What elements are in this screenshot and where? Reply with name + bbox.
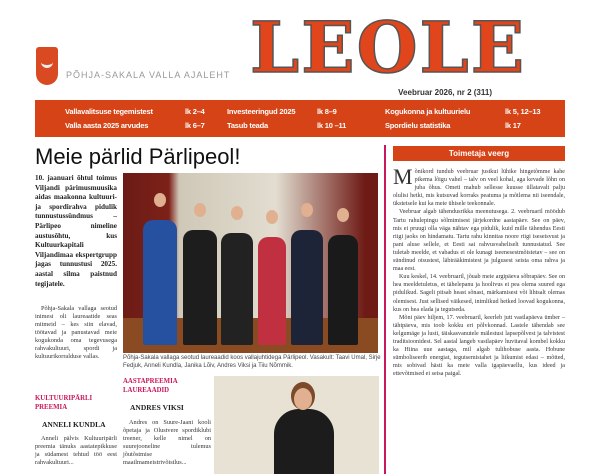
toc-item[interactable]: Vallavalitsuse tegemistest — [65, 107, 153, 116]
article-headline: Meie pärlid Pärlipeol! — [35, 144, 241, 169]
laureate-name: ANNELI KUNDLA — [42, 420, 106, 429]
editor-column-title: Toimetaja veerg — [393, 146, 565, 161]
issue-info: Veebruar 2026, nr 2 (311) — [398, 88, 492, 97]
article-paragraph: Anneli pälvis Kultuuripärli preemia tänuks aastatepikkuse ja südamest tehtud töö eest rahvakultuuri... — [35, 435, 117, 466]
tagline: PÕHJA-SAKALA VALLA AJALEHT — [66, 70, 231, 80]
toc-page: lk 17 — [505, 121, 521, 130]
section-heading: AASTAPREEMIA LAUREAADID — [123, 378, 178, 394]
toc-item[interactable]: Kogukonna ja kultuurielu — [385, 107, 471, 116]
masthead-logo: LEOLE — [250, 6, 527, 89]
toc-page: lk 5, 12–13 — [505, 107, 541, 116]
toc-page: lk 2–4 — [185, 107, 205, 116]
toc-item[interactable]: Tasub teada — [227, 121, 269, 130]
editor-paragraph: õnikord tundub veebruar justkui lühike hingetõmme kahe pikema lõigu vahel – talv on veel kohal, aga kevade lõhn on juba õhus. Ometi mahub sellesse kuusse üllatavalt palju olulisi hetki, mis kutsuvad korraks peatuma ja mõtlema nii iseendale, üksteisele kui ka meie ühisele teekonnale. — [393, 169, 565, 208]
toc-page: lk 10 –11 — [317, 121, 347, 130]
article-paragraph: Andres on Suure-Jaani kooli õpetaja ja Olustvere spordiklubi treener, kelle nimel on suurejooneline tulemus jõutõstmise maailmameistrivõistlus... — [123, 419, 211, 466]
toc-item[interactable]: Spordielu statistika — [385, 121, 451, 130]
laureate-name: ANDRES VIKSI — [130, 403, 184, 412]
coat-of-arms-logo — [36, 47, 58, 85]
editor-paragraph: Mõni päev hiljem, 17. veebruaril, keerleb jutt vastlapäeva ümber – tähtpäeva, mis toob kokku eri põlvkonnad. Lastele tähendab see kelgumäge ja lusti, täiskasvanutele mälestusi lapsepõlvest ja talvistest traditsioonidest. Sel aastal langeb vastlapäev huvitaval kombel kokku ka Hiina uue aastaga, mil algab tulihobuse aasta. Hobune sümboliseerib energiat, tegutsemistahet ja liikumist edasi – mõtted, mis sobivad hästi ka meie valla igapäevaellu, kus ideed ja ettevõtmised ei seisa paigal. — [393, 314, 565, 378]
editor-paragraph: Kuu keskel, 14. veebruaril, jõuab meie argipäeva sõbrapäev. See on hea meeldetuletus, et tähelepanu ja hoolivus ei pea olema suured ega pidulikud. Sageli piisab heast sõnast, märkamisest või lihtsalt olemas olemisest. Just sellised väikesed, inimlikud hetked loovad kogukonna, kus on hea elada ja tegutseda. — [393, 274, 565, 313]
toc-item[interactable]: Valla aasta 2025 arvudes — [65, 121, 149, 130]
toc-page: lk 6–7 — [185, 121, 205, 130]
section-heading: KULTUURIPÄRLI PREEMIA — [35, 395, 93, 411]
group-photo — [123, 173, 378, 353]
table-of-contents — [35, 100, 565, 137]
photo-caption: Põhja-Sakala vallaga seotud laureaadid koos vallajuhtidega Pärlipeol. Vasakult: Taavi Umal, Sirje Fedjuk, Anneli Kundla, Janika Lõiv, Andres Viksi ja Tiiu Nõmmik. — [123, 355, 381, 369]
article-paragraph: Põhja-Sakala vallaga seotud inimesi oli laureaatide seas mitmeid – kes siin elavad, töötavad ja panustavad meie kogukonda oma tegevusega rahvakultuuri, spordi ja kultuurikorralduse vallas. — [35, 305, 117, 360]
column-divider — [384, 145, 386, 474]
article-lead: 10. jaanuari õhtul toimus Viljandi pärimusmuusika aidas maakonna kultuuri- ja spordirahva pidulik tunnustussündmus – Pärlipeo nimeline austusõhtu, kus Kultuurkapitali Viljandimaa ekspertgrupp jagas tunnustusi 2025. aastal silma paistnud tegijatele. — [35, 174, 117, 288]
editor-paragraph: Veebruar algab tähendusrikka meenutusega. 2. veebruaril möödub Tartu rahulepingu sõlmimisest järjekordne aastapäev. See on päev, mis ei pruugi olla väga nähtav ega pidulik, kuid mille tähendus Eesti riigi jaoks on hindamatu. Tartu rahu kinnitas noore riigi iseseisvust ja pani aluse sellele, et Eesti sai rahvusvaheliselt tunnustatud. See tuletab meelde, et vabadus ei ole kunagi iseenesestmõistetav – see on sündinud otsustest, läbirääkimistest ja julgusest seista oma rahva ja maa eest. — [393, 209, 565, 273]
toc-item[interactable]: Investeeringud 2025 — [227, 107, 296, 116]
drop-cap: M — [393, 164, 413, 189]
toc-page: lk 8–9 — [317, 107, 337, 116]
portrait-photo — [214, 376, 379, 474]
editor-column-text — [393, 164, 565, 378]
